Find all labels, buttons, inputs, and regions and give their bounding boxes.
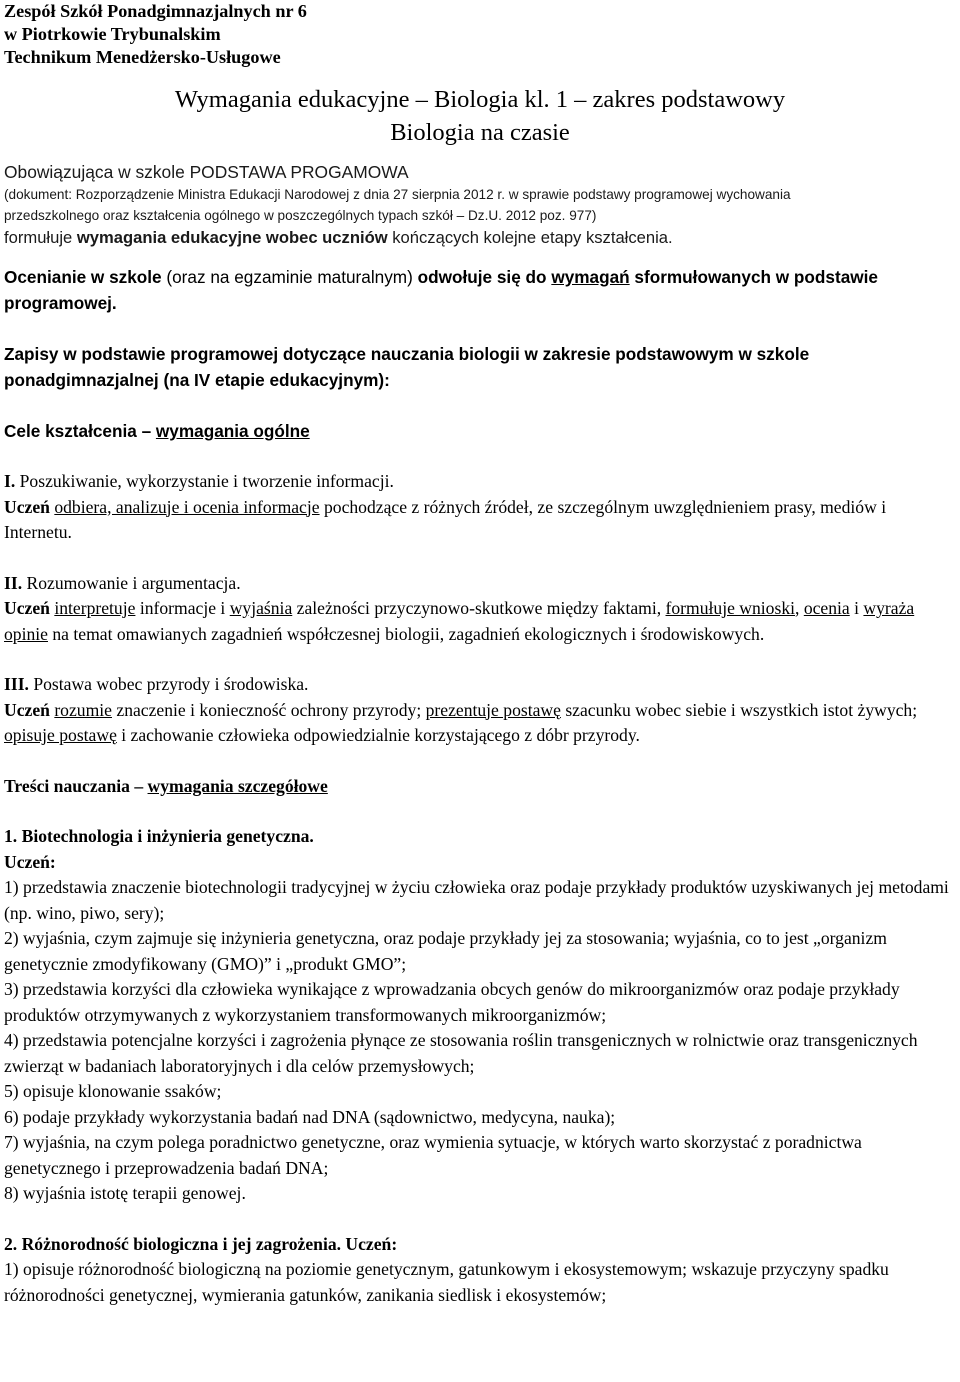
list-item: 1) opisuje różnorodność biologiczną na poziomie genetycznym, gatunkowym i ekosystemowym; wskazuje przyczyny spadku różnorodności genetycznej, wymierania gatunków, zanikania siedlisk i ekosystemów;: [4, 1259, 889, 1305]
goal-3-title: [4, 672, 956, 698]
list-item: 8) wyjaśnia istotę terapii genowej.: [4, 1183, 246, 1203]
section-1-title: 1. Biotechnologia i inżynieria genetyczna.: [4, 826, 314, 846]
program-basis-line: Obowiązująca w szkole PODSTAWA PROGAMOWA: [4, 162, 409, 182]
list-item: 7) wyjaśnia, na czym polega poradnictwo genetyczne, oraz wymienia sytuacje, w których warto skorzystać z poradnictwa genetycznego i przeprowadzenia badań DNA;: [4, 1132, 862, 1178]
school-name: Zespół Szkół Ponadgimnazjalnych nr 6: [4, 1, 307, 21]
goal-2-text: [4, 596, 956, 647]
school-header: [4, 0, 956, 69]
text-span-underlined: opisuje postawę: [4, 725, 117, 745]
text-span-bold: Uczeń: [4, 496, 50, 517]
text-span: i: [849, 598, 864, 618]
text-span: Cele kształcenia –: [4, 421, 156, 441]
section-1-student: Uczeń:: [4, 851, 56, 872]
text-span-bold: sformułowanych w podstawie programowej.: [4, 267, 878, 313]
goal-2-title: [4, 571, 956, 597]
section-2: [4, 1232, 956, 1309]
text-span-underlined: odbiera, analizuje i ocenia informacje: [54, 496, 320, 517]
text-span: i zachowanie człowieka odpowiedzialnie korzystającego z dóbr przyrody.: [116, 725, 640, 745]
list-item: 3) przedstawia korzyści dla człowieka wynikające z wprowadzania obcych genów do mikroorganizmów oraz podaje przykłady produktów otrzymywanych z wykorzystaniem transformowanych mikroorganizmów;: [4, 979, 900, 1025]
school-type: Technikum Menedżersko-Usługowe: [4, 47, 281, 67]
goal-1-text: [4, 495, 956, 546]
program-formulates: [4, 226, 956, 250]
list-item: 4) przedstawia potencjalne korzyści i zagrożenia płynące ze stosowania roślin transgenicznych w rolnictwie oraz transgenicznych zwierząt w badaniach laboratoryjnych i dla celów przemysłowych;: [4, 1030, 918, 1076]
list-item: 2) wyjaśnia, czym zajmuje się inżynieria genetyczna, oraz podaje przykłady jej za stosowania; wyjaśnia, co to jest „organizm genetycznie zmodyfikowany (GMO)” i „produkt GMO”;: [4, 928, 887, 974]
goal-1-title: [4, 469, 956, 495]
goals-heading: [4, 418, 956, 444]
text-span-bold: Ocenianie w szkole: [4, 267, 162, 287]
text-span: szacunku wobec siebie i wszystkich istot żywych;: [560, 699, 918, 720]
records-paragraph: Zapisy w podstawie programowej dotyczące nauczania biologii w zakresie podstawowym w szkole ponadgimnazjalnej (na IV etapie edukacyjnym):: [4, 344, 810, 390]
text-span-underlined: wymagania ogólne: [155, 421, 310, 441]
goal-3-text: [4, 698, 956, 749]
text-span: informacje i: [135, 598, 230, 618]
text-span: pochodzące z różnych źródeł, ze szczególnym uwzględnieniem prasy, mediów i Internetu.: [4, 496, 887, 542]
text-span-underlined: wymagania szczegółowe: [147, 775, 328, 796]
title-line-1: Wymagania edukacyjne – Biologia kl. 1 – zakres podstawowy: [174, 86, 786, 113]
goal-title: Postawa wobec przyrody i środowiska.: [28, 674, 309, 694]
text-span-underlined: wyjaśnia: [229, 598, 293, 618]
document-title: [4, 83, 956, 149]
school-city: w Piotrkowie Trybunalskim: [4, 24, 221, 44]
text-span: Treści nauczania –: [4, 775, 148, 796]
text-span-underlined: rozumie: [54, 699, 112, 720]
program-document-ref-b: przedszkolnego oraz kształcenia ogólnego w poszczególnych typach szkół – Dz.U. 2012 poz. 977): [4, 208, 597, 223]
goal-number: II.: [4, 572, 23, 593]
text-span: formułuje: [4, 228, 77, 247]
text-span-underlined: ocenia: [803, 598, 850, 618]
text-span: na temat omawianych zagadnień współczesnej biologii, zagadnień ekologicznych i środowiskowych.: [47, 623, 765, 644]
text-span: kończących kolejne etapy kształcenia.: [387, 228, 673, 247]
text-span-bold: Uczeń: [4, 699, 50, 720]
program-document-ref-a: (dokument: Rozporządzenie Ministra Edukacji Narodowej z dnia 27 sierpnia 2012 r. w sprawie podstawy programowej wychowania: [4, 187, 791, 202]
text-span-bold: odwołuje się do: [417, 267, 552, 287]
text-span-underlined: formułuje wnioski: [665, 598, 796, 618]
goal-number: I.: [4, 471, 16, 491]
text-span-underlined: prezentuje postawę: [425, 699, 561, 720]
text-span-bold: Uczeń: [4, 598, 50, 618]
text-span-bold: wymagania edukacyjne wobec uczniów: [76, 228, 388, 247]
goal-number: III.: [4, 674, 29, 694]
text-span: (oraz na egzaminie maturalnym): [161, 267, 418, 287]
content-heading: [4, 774, 956, 800]
text-span: ,: [795, 598, 804, 618]
goal-title: Rozumowanie i argumentacja.: [22, 572, 241, 593]
list-item: 6) podaje przykłady wykorzystania badań nad DNA (sądownictwo, medycyna, nauka);: [4, 1106, 616, 1127]
assessment-paragraph: [4, 264, 956, 316]
goal-1: [4, 469, 956, 546]
section-1: [4, 824, 956, 1207]
list-item: 5) opisuje klonowanie ssaków;: [4, 1081, 222, 1101]
text-span: zależności przyczynowo-skutkowe między faktami,: [292, 598, 666, 618]
goal-title: Poszukiwanie, wykorzystanie i tworzenie informacji.: [15, 471, 394, 491]
text-span-underlined: wyraża opinie: [4, 598, 915, 644]
section-2-title: 2. Różnorodność biologiczna i jej zagrożenia. Uczeń:: [4, 1233, 398, 1254]
text-span-underlined: interpretuje: [54, 598, 136, 618]
title-line-2: Biologia na czasie: [390, 119, 570, 146]
text-span-underlined: wymagań: [551, 267, 630, 287]
list-item: 1) przedstawia znaczenie biotechnologii tradycyjnej w życiu człowieka oraz podaje przykłady produktów uzyskiwanych jej metodami (np. wino, piwo, sery);: [4, 877, 949, 923]
text-span: znaczenie i konieczność ochrony przyrody;: [111, 699, 426, 720]
goal-3: [4, 672, 956, 749]
goal-2: [4, 571, 956, 648]
